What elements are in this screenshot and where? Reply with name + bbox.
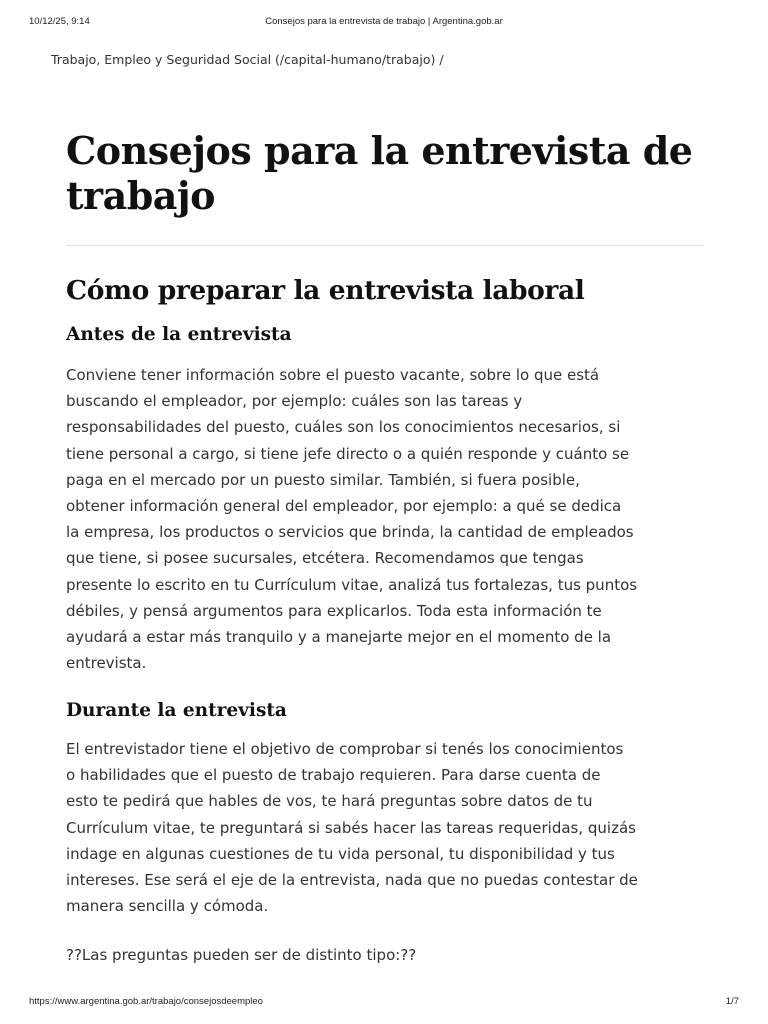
- print-header: [29, 16, 739, 30]
- paragraph-line: buscando el empleador, por ejemplo: cuáles son las tareas y: [66, 392, 523, 411]
- question-types-line: [66, 942, 706, 968]
- paragraph-line: obtener información general del empleador, por ejemplo: a qué se dedica: [66, 497, 622, 516]
- paragraph-line: responsabilidades del puesto, cuáles son los conocimientos necesarios, si: [66, 418, 621, 437]
- paragraph-line: débiles, y pensá argumentos para explicarlos. Toda esta información te: [66, 601, 602, 620]
- breadcrumb[interactable]: Trabajo, Empleo y Seguridad Social (/capital-humano/trabajo) /: [51, 52, 444, 67]
- paragraph-line: esto te pedirá que hables de vos, te hará preguntas sobre datos de tu: [66, 792, 593, 811]
- page-title: Consejos para la entrevista de trabajo: [66, 128, 693, 218]
- paragraph-line: la empresa, los productos o servicios que brinda, la cantidad de empleados: [66, 523, 634, 542]
- paragraph-line: manera sencilla y cómoda.: [66, 897, 269, 916]
- subsection-heading-durante: Durante la entrevista: [66, 700, 287, 721]
- print-document-title: Consejos para la entrevista de trabajo | Argentina.gob.ar: [265, 16, 503, 27]
- paragraph-line: entrevista.: [66, 654, 147, 673]
- paragraph-line: indage en algunas cuestiones de tu vida personal, tu disponibilidad y tus: [66, 844, 615, 863]
- print-footer: [29, 996, 739, 1010]
- paragraph-line: que tiene, si posee sucursales, etcétera. Recomendamos que tengas: [66, 549, 584, 568]
- paragraph-line: presente lo escrito en tu Currículum vitae, analizá tus fortalezas, tus puntos: [66, 575, 638, 594]
- subsection-heading-antes: Antes de la entrevista: [66, 324, 292, 345]
- page-indicator: 1/7: [725, 996, 739, 1007]
- paragraph-line: ayudará a estar más tranquilo y a manejarte mejor en el momento de la: [66, 628, 612, 647]
- paragraph-line: intereses. Ese será el eje de la entrevista, nada que no puedas contestar de: [66, 871, 638, 890]
- print-datetime: 10/12/25, 9:14: [29, 16, 90, 27]
- paragraph-line: o habilidades que el puesto de trabajo requieren. Para darse cuenta de: [66, 766, 601, 785]
- paragraph-line: paga en el mercado por un puesto similar. También, si fuera posible,: [66, 470, 580, 489]
- title-divider: [66, 245, 704, 246]
- paragraph-durante: [66, 736, 706, 919]
- paragraph-line: tiene personal a cargo, si tiene jefe directo o a quién responde y cuánto se: [66, 444, 630, 463]
- section-heading: Cómo preparar la entrevista laboral: [66, 275, 585, 306]
- paragraph-line: El entrevistador tiene el objetivo de comprobar si tenés los conocimientos: [66, 740, 624, 758]
- print-url: https://www.argentina.gob.ar/trabajo/consejosdeempleo: [29, 996, 263, 1007]
- paragraph-line: Currículum vitae, te preguntará si sabés hacer las tareas requeridas, quizás: [66, 818, 636, 837]
- paragraph-antes: [66, 362, 706, 676]
- paragraph-line: Conviene tener información sobre el puesto vacante, sobre lo que está: [66, 366, 600, 384]
- paragraph-line: ??Las preguntas pueden ser de distinto tipo:??: [66, 946, 417, 964]
